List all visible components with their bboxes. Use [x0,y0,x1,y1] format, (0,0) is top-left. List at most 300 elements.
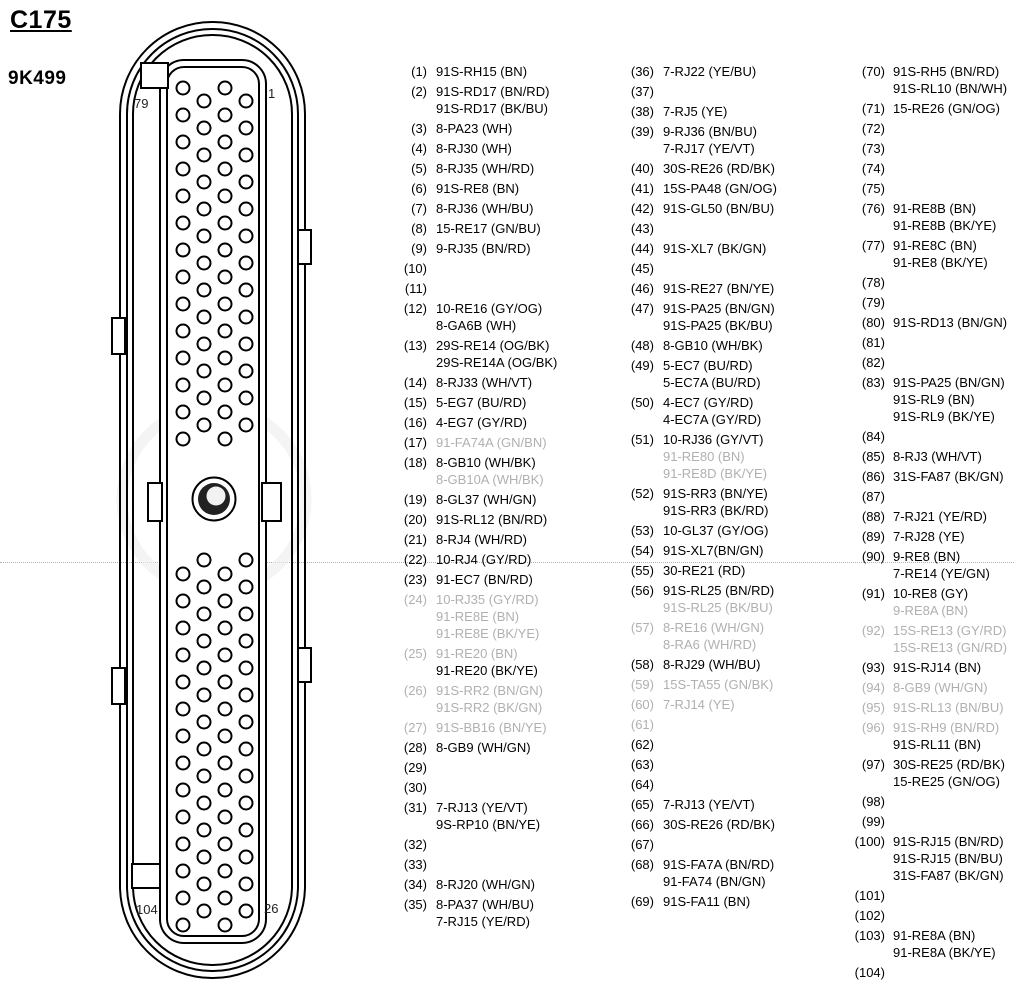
wire-list [893,585,968,619]
pin-number: (26) [403,683,427,698]
pin-number: (22) [403,552,427,567]
pin-number: (69) [630,894,654,909]
wire-list [893,927,996,961]
wire-label: 10-RJ35 (GY/RD) [436,592,539,607]
pin-entry [843,354,1007,371]
wire-label: 91S-RH5 (BN/RD) [893,64,1000,79]
wire-label: 8-RJ20 (WH/GN) [436,877,535,892]
wire-label: 10-RE8 (GY) [893,586,969,601]
pin-entry [620,431,777,482]
pin-number: (91) [861,586,885,601]
pin-entry [620,676,777,693]
pin-entry [395,491,557,508]
pin-entry [843,488,1007,505]
connector-id-title: C175 [10,6,72,34]
wire-label: 15S-TA55 (GN/BK) [663,677,774,692]
wire-label: 30S-RE26 (RD/BK) [663,817,775,832]
pin-entry [843,237,1007,271]
pin-entry [395,531,557,548]
pin-number: (53) [630,523,654,538]
pin-entry [620,280,777,297]
wire-label: 8-GB9 (WH/GN) [893,680,988,695]
pin-number: (31) [403,800,427,815]
pin-entry [843,699,1007,716]
pin-entry [395,571,557,588]
wire-list [436,454,544,488]
wire-list [436,511,547,528]
pin-entry [843,659,1007,676]
wire-list [663,582,774,616]
pin-number: (23) [403,572,427,587]
wire-list [436,719,547,736]
pin-entry [395,300,557,334]
pin-entry [620,656,777,673]
pin-number: (27) [403,720,427,735]
wire-label: 91S-FA11 (BN) [663,894,751,909]
pin-entry [843,528,1007,545]
wire-list [663,394,761,428]
wire-list [663,200,774,217]
pin-number: (2) [411,84,427,99]
wire-label: 91S-RE8 (BN) [436,181,520,196]
wire-label: 91S-RL9 (BK/YE) [893,409,995,424]
wire-list [663,485,768,519]
wire-label: 91S-RL12 (BN/RD) [436,512,548,527]
wire-label: 9S-RP10 (BN/YE) [436,817,541,832]
wire-label: 91S-XL7 (BK/GN) [663,241,767,256]
pin-number: (84) [861,429,885,444]
pin-entry [395,374,557,391]
pin-entry [395,682,557,716]
wire-list [663,123,757,157]
wire-label: 31S-FA87 (BK/GN) [893,868,1004,883]
pin-entry [620,485,777,519]
pin-number: (74) [861,161,885,176]
wire-list [663,160,775,177]
wire-label: 8-PA23 (WH) [436,121,513,136]
pin-entry [620,522,777,539]
pin-number: (66) [630,817,654,832]
pin-number: (67) [630,837,654,852]
wire-label: 91-RE8B (BN) [893,201,977,216]
pin-entry [843,756,1007,790]
wire-label: 91S-RR2 (BN/GN) [436,683,543,698]
wire-label: 29S-RE14 (OG/BK) [436,338,550,353]
pin-entry [620,716,777,733]
pin-number: (55) [630,563,654,578]
pin-entry [620,260,777,277]
pin-entry [843,813,1007,830]
wire-label: 91-RE8C (BN) [893,238,977,253]
wire-list [663,796,755,813]
wire-label: 30S-RE26 (RD/BK) [663,161,775,176]
pin-entry [843,887,1007,904]
pin-entry [843,719,1007,753]
pin-number: (54) [630,543,654,558]
pin-list-column-2 [620,63,777,913]
pin-entry [620,300,777,334]
wire-label: 91S-RH15 (BN) [436,64,528,79]
wire-list [893,622,1007,656]
pin-entry [843,160,1007,177]
wire-list [663,300,775,334]
wire-label: 29S-RE14A (OG/BK) [436,355,558,370]
pin-entry [620,103,777,120]
pin-entry [843,314,1007,331]
wire-label: 31S-FA87 (BK/GN) [893,469,1004,484]
pin-number: (101) [854,888,885,903]
wire-label: 7-RJ5 (YE) [663,104,728,119]
wire-label: 91S-RD17 (BK/BU) [436,101,548,116]
wire-label: 8-RJ30 (WH) [436,141,512,156]
pin-entry [395,454,557,488]
wire-list [436,63,527,80]
wire-label: 4-EC7 (GY/RD) [663,395,754,410]
wire-list [893,468,1004,485]
wire-list [436,876,535,893]
pin-number: (103) [854,928,885,943]
wire-label: 9-RJ35 (BN/RD) [436,241,531,256]
wire-label: 91S-BB16 (BN/YE) [436,720,547,735]
pin-entry [843,585,1007,619]
wire-list [663,542,763,559]
pin-number: (4) [411,141,427,156]
pin-number: (1) [411,64,427,79]
wire-label: 91-RE8A (BN) [893,928,976,943]
pin-entry [843,294,1007,311]
wire-label: 91S-RR3 (BN/YE) [663,486,768,501]
pin-entry [620,756,777,773]
pin-number: (12) [403,301,427,316]
pin-entry [395,434,557,451]
wire-label: 91S-RR2 (BK/GN) [436,700,543,715]
wire-label: 8-RJ4 (WH/RD) [436,532,527,547]
pin-number: (33) [403,857,427,872]
wire-label: 91S-XL7(BN/GN) [663,543,764,558]
pin-number: (87) [861,489,885,504]
wire-list [893,448,982,465]
pin-entry [843,120,1007,137]
pin-number: (99) [861,814,885,829]
wire-label: 91-RE8 (BK/YE) [893,255,988,270]
pin-entry [395,856,557,873]
wire-label: 91-FA74 (BN/GN) [663,874,766,889]
wire-list [436,200,534,217]
pin-number: (76) [861,201,885,216]
wire-list [436,140,512,157]
wire-label: 8-RJ29 (WH/BU) [663,657,761,672]
pin-entry [843,274,1007,291]
wire-label: 5-EC7 (BU/RD) [663,358,753,373]
pin-entry [620,160,777,177]
pin-entry [620,200,777,217]
wire-list [663,103,727,120]
pin-entry [620,893,777,910]
pin-number: (100) [854,834,885,849]
wire-list [663,856,774,890]
pin-entry [395,394,557,411]
pin-number: (35) [403,897,427,912]
pin-entry [620,220,777,237]
pin-entry [843,468,1007,485]
pin-number: (79) [861,295,885,310]
wire-label: 7-RJ17 (YE/VT) [663,141,755,156]
pin-number: (25) [403,646,427,661]
pin-entry [395,337,557,371]
pin-number: (78) [861,275,885,290]
pin-number: (72) [861,121,885,136]
pin-entry [395,63,557,80]
corner-label-bottom-left: 104 [136,902,158,917]
wire-list [663,656,761,673]
pin-entry [620,394,777,428]
wire-list [663,893,750,910]
wire-label: 4-EC7A (GY/RD) [663,412,762,427]
wire-list [436,394,526,411]
wire-list [893,63,1007,97]
pin-entry [843,833,1007,884]
pin-entry [843,200,1007,234]
pin-number: (47) [630,301,654,316]
wire-label: 8-RJ36 (WH/BU) [436,201,534,216]
wire-label: 8-PA37 (WH/BU) [436,897,534,912]
pin-entry [620,123,777,157]
pin-number: (13) [403,338,427,353]
wire-list [436,300,542,334]
pin-entry [620,696,777,713]
wire-list [893,237,988,271]
part-number-label: 9K499 [8,68,67,89]
pin-entry [620,240,777,257]
pin-number: (10) [403,261,427,276]
pin-number: (89) [861,529,885,544]
pin-entry [843,100,1007,117]
wire-list [893,659,981,676]
wire-list [436,682,543,716]
pin-number: (90) [861,549,885,564]
pin-number: (32) [403,837,427,852]
wire-label: 91S-PA25 (BK/BU) [663,318,773,333]
pin-entry [395,240,557,257]
wire-list [436,551,531,568]
pin-entry [843,907,1007,924]
wire-list [893,100,1000,117]
wire-label: 5-EG7 (BU/RD) [436,395,527,410]
pin-entry [843,63,1007,97]
wire-label: 91S-FA7A (BN/RD) [663,857,775,872]
wire-list [663,180,777,197]
pin-list-column-3 [843,63,1007,984]
pin-entry [843,964,1007,981]
pin-number: (104) [854,965,885,980]
wire-list [893,833,1004,884]
pin-entry [843,428,1007,445]
wire-list [663,431,767,482]
wire-label: 91S-RL25 (BN/RD) [663,583,775,598]
wire-label: 91-EC7 (BN/RD) [436,572,533,587]
corner-label-top-right: 1 [268,86,276,101]
pin-number: (75) [861,181,885,196]
wire-list [663,357,761,391]
pin-number: (48) [630,338,654,353]
pin-entry [395,739,557,756]
wire-label: 8-RJ33 (WH/VT) [436,375,533,390]
pin-number: (28) [403,740,427,755]
wire-list [663,280,774,297]
pin-entry [620,180,777,197]
pin-number: (21) [403,532,427,547]
wire-list [893,528,965,545]
pin-number: (71) [861,101,885,116]
pin-entry [843,374,1007,425]
pin-number: (50) [630,395,654,410]
wire-label: 91-FA74A (GN/BN) [436,435,547,450]
wire-list [663,562,745,579]
pin-entry [620,83,777,100]
wire-label: 9-RE8 (BN) [893,549,961,564]
wire-label: 5-EC7A (BU/RD) [663,375,761,390]
pin-entry [395,160,557,177]
pin-entry [395,779,557,796]
wire-label: 10-RJ4 (GY/RD) [436,552,532,567]
wire-label: 91-RE20 (BK/YE) [436,663,538,678]
wire-label: 91S-PA25 (BN/GN) [893,375,1005,390]
wire-label: 10-RE16 (GY/OG) [436,301,543,316]
wire-list [436,896,534,930]
wire-label: 91S-RL9 (BN) [893,392,975,407]
pin-number: (39) [630,124,654,139]
wire-list [436,491,536,508]
wire-label: 91S-RE27 (BN/YE) [663,281,775,296]
wire-label: 91-RE20 (BN) [436,646,518,661]
wire-list [436,240,531,257]
pin-number: (73) [861,141,885,156]
wire-label: 91-RE8E (BN) [436,609,520,624]
wire-list [893,679,988,696]
pin-number: (29) [403,760,427,775]
wire-list [663,522,768,539]
wire-label: 91-RE8D (BK/YE) [663,466,768,481]
wire-label: 91S-RL13 (BN/BU) [893,700,1004,715]
pin-number: (51) [630,432,654,447]
pin-number: (95) [861,700,885,715]
pin-number: (42) [630,201,654,216]
wire-list [436,180,519,197]
wire-label: 91S-PA25 (BN/GN) [663,301,775,316]
wire-list [893,719,999,753]
pin-number: (44) [630,241,654,256]
pin-number: (92) [861,623,885,638]
wire-label: 10-GL37 (GY/OG) [663,523,769,538]
pin-entry [843,334,1007,351]
pin-number: (59) [630,677,654,692]
pin-entry [620,63,777,80]
wire-label: 7-RJ22 (YE/BU) [663,64,757,79]
pin-number: (40) [630,161,654,176]
pin-number: (97) [861,757,885,772]
pin-entry [395,799,557,833]
pin-entry [620,562,777,579]
wire-list [893,699,1004,716]
wire-list [436,83,549,117]
pin-entry [395,759,557,776]
wire-label: 15S-RE13 (GY/RD) [893,623,1007,638]
pin-number: (34) [403,877,427,892]
pin-entry [395,280,557,297]
wire-list [436,591,539,642]
wire-label: 91S-RL10 (BN/WH) [893,81,1008,96]
wire-list [436,571,533,588]
wire-list [436,414,527,431]
wire-label: 8-GA6B (WH) [436,318,517,333]
wire-list [663,240,766,257]
wire-label: 91-RE8E (BK/YE) [436,626,540,641]
pin-entry [395,414,557,431]
pin-number: (58) [630,657,654,672]
pin-entry [843,508,1007,525]
wire-label: 91S-RR3 (BK/RD) [663,503,769,518]
wire-list [436,337,557,371]
wire-list [893,548,990,582]
wire-label: 7-RJ13 (YE/VT) [663,797,755,812]
pin-entry [395,83,557,117]
pin-number: (62) [630,737,654,752]
pin-entry [395,896,557,930]
pin-number: (88) [861,509,885,524]
pin-number: (63) [630,757,654,772]
pin-number: (8) [411,221,427,236]
wire-label: 8-RE16 (WH/GN) [663,620,765,635]
wire-label: 91S-RJ14 (BN) [893,660,982,675]
wire-label: 8-RJ35 (WH/RD) [436,161,535,176]
wire-list [436,160,534,177]
pin-number: (43) [630,221,654,236]
wire-label: 7-RJ13 (YE/VT) [436,800,528,815]
pin-entry [843,548,1007,582]
pin-number: (37) [630,84,654,99]
pin-entry [620,836,777,853]
pin-entry [395,260,557,277]
wire-label: 91S-GL50 (BN/BU) [663,201,775,216]
wire-label: 8-RA6 (WH/RD) [663,637,757,652]
pin-entry [843,622,1007,656]
pin-entry [620,337,777,354]
pin-number: (81) [861,335,885,350]
pin-entry [843,140,1007,157]
pin-entry [395,876,557,893]
wire-label: 9-RJ36 (BN/BU) [663,124,757,139]
pin-number: (15) [403,395,427,410]
pin-entry [395,180,557,197]
wire-list [663,63,756,80]
pin-number: (102) [854,908,885,923]
pin-number: (3) [411,121,427,136]
wire-list [436,645,538,679]
wire-list [663,696,735,713]
pin-entry [620,357,777,391]
pin-number: (77) [861,238,885,253]
wire-list [436,739,531,756]
wire-label: 8-GB9 (WH/GN) [436,740,531,755]
pin-entry [843,793,1007,810]
pin-number: (80) [861,315,885,330]
pin-entry [620,542,777,559]
wire-label: 8-RJ3 (WH/VT) [893,449,982,464]
pin-number: (65) [630,797,654,812]
pin-number: (5) [411,161,427,176]
pin-number: (7) [411,201,427,216]
pin-number: (16) [403,415,427,430]
